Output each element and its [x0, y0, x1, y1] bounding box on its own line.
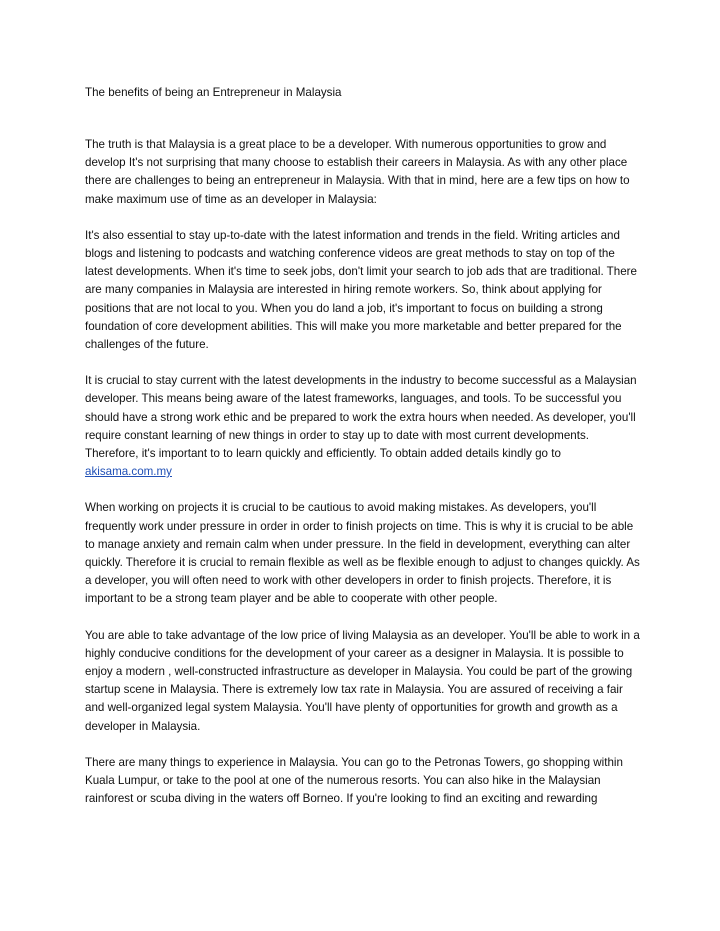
document-title: The benefits of being an Entrepreneur in Malaysia [85, 86, 342, 99]
paragraph-2: It's also essential to stay up-to-date with the latest information and trends in the field. Writing articles and blogs and listening to podcasts and watching conference videos are great methods to stay on top of the latest developments. When it's time to seek jobs, don't limit your search to job ads that are traditional. There are many companies in Malaysia are interested in hiring remote workers. So, think about applying for positions that are not local to you. When you do land a job, it's important to focus on building a strong foundation of core development abilities. This will make you more marketable and better prepared for the challenges of the future. [85, 228, 637, 352]
paragraph-3-text: It is crucial to stay current with the latest developments in the industry to become successful as a Malaysian developer. This means being aware of the latest frameworks, languages, and tools. To be successful you should have a strong work ethic and be prepared to work the extra hours when needed. As developer, you'll require constant learning of new things in order to stay up to date with most current developments. Therefore, it's important to to learn quickly and efficiently. To obtain added details kindly go to [85, 374, 637, 461]
paragraph-3 [85, 372, 645, 481]
paragraph-4: When working on projects it is crucial to be cautious to avoid making mistakes. As developers, you'll frequently work under pressure in order in order to finish projects on time. This is why it is crucial to be able to manage anxiety and remain calm when under pressure. In the field in development, everything can alter quickly. Therefore it is crucial to remain flexible as well as be flexible enough to adjust to changes quickly. As a developer, you will often need to work with other developers in order to finish projects. Therefore, it is important to be a strong team player and be able to cooperate with other people. [85, 501, 640, 606]
document-body [85, 84, 645, 827]
paragraph-5: You are able to take advantage of the low price of living Malaysia as an developer. You'll be able to work in a highly conducive conditions for the development of your career as a designer in Malaysia. It is possible to enjoy a modern , well-constructed infrastructure as developer in Malaysia. You could be part of the growing startup scene in Malaysia. There is extremely low tax rate in Malaysia. You are assured of receiving a fair and well-organized legal system Malaysia. You'll have plenty of opportunities for growth and growth as a developer in Malaysia. [85, 628, 640, 733]
akisama-link[interactable]: akisama.com.my [85, 465, 172, 479]
paragraph-6: There are many things to experience in Malaysia. You can go to the Petronas Towers, go shopping within Kuala Lumpur, or take to the pool at one of the numerous resorts. You can also hike in the Malaysian rainforest or scuba diving in the waters off Borneo. If you're looking to find an exciting and rewarding [85, 755, 623, 806]
paragraph-1: The truth is that Malaysia is a great place to be a developer. With numerous opportunities to grow and develop It's not surprising that many choose to establish their careers in Malaysia. As with any other place there are challenges to being an entrepreneur in Malaysia. With that in mind, here are a few tips on how to make maximum use of time as an developer in Malaysia: [85, 138, 630, 206]
